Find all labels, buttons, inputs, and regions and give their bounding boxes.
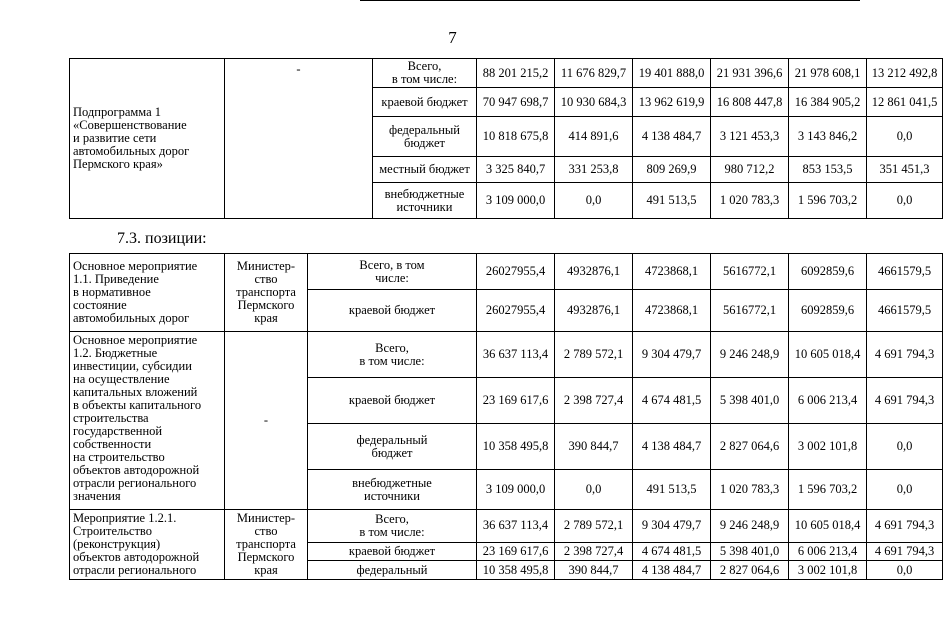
amount-cell: 13 962 619,9	[633, 88, 711, 117]
amount-cell: 6092859,6	[789, 290, 867, 332]
amount-cell: 390 844,7	[555, 424, 633, 470]
funding-source: краевой бюджет	[308, 290, 477, 332]
executor: -	[225, 332, 308, 510]
amount-cell: 10 605 018,4	[789, 510, 867, 543]
amount-cell: 4661579,5	[867, 254, 943, 290]
amount-cell: 36 637 113,4	[477, 510, 555, 543]
amount-cell: 5616772,1	[711, 290, 789, 332]
amount-cell: 23 169 617,6	[477, 378, 555, 424]
amount-cell: 10 818 675,8	[477, 117, 555, 157]
amount-cell: 12 861 041,5	[867, 88, 943, 117]
table-row	[70, 59, 943, 88]
amount-cell: 4 138 484,7	[633, 117, 711, 157]
amount-cell: 0,0	[867, 183, 943, 219]
amount-cell: 23 169 617,6	[477, 542, 555, 561]
funding-source: краевой бюджет	[373, 88, 477, 117]
amount-cell: 4 691 794,3	[867, 542, 943, 561]
amount-cell: 10 605 018,4	[789, 332, 867, 378]
amount-cell: 9 246 248,9	[711, 510, 789, 543]
funding-source: Всего, в том числе:	[308, 510, 477, 543]
amount-cell: 6 006 213,4	[789, 378, 867, 424]
amount-cell: 809 269,9	[633, 157, 711, 183]
amount-cell: 4 138 484,7	[633, 561, 711, 580]
amount-cell: 5616772,1	[711, 254, 789, 290]
amount-cell: 9 304 479,7	[633, 332, 711, 378]
funding-source: Всего, в том числе:	[308, 254, 477, 290]
amount-cell: 4932876,1	[555, 290, 633, 332]
amount-cell: 3 109 000,0	[477, 470, 555, 510]
amount-cell: 1 020 783,3	[711, 183, 789, 219]
page-number: 7	[448, 28, 457, 47]
amount-cell: 10 358 495,8	[477, 424, 555, 470]
executor: Министер- ство транспорта Пермского края	[225, 510, 308, 580]
amount-cell: 351 451,3	[867, 157, 943, 183]
amount-cell: 5 398 401,0	[711, 542, 789, 561]
amount-cell: 2 398 727,4	[555, 542, 633, 561]
amount-cell: 13 212 492,8	[867, 59, 943, 88]
amount-cell: 1 020 783,3	[711, 470, 789, 510]
amount-cell: 5 398 401,0	[711, 378, 789, 424]
amount-cell: 26027955,4	[477, 290, 555, 332]
amount-cell: 4 691 794,3	[867, 378, 943, 424]
amount-cell: 36 637 113,4	[477, 332, 555, 378]
amount-cell: 26027955,4	[477, 254, 555, 290]
activity-name: Основное мероприятие 1.1. Приведение в нормативное состояние автомобильных дорог	[70, 254, 225, 332]
amount-cell: 2 398 727,4	[555, 378, 633, 424]
amount-cell: 0,0	[867, 561, 943, 580]
table-row	[70, 254, 943, 290]
amount-cell: 0,0	[867, 470, 943, 510]
amount-cell: 3 325 840,7	[477, 157, 555, 183]
amount-cell: 1 596 703,2	[789, 183, 867, 219]
amount-cell: 980 712,2	[711, 157, 789, 183]
executor: Министер- ство транспорта Пермского края	[225, 254, 308, 332]
amount-cell: 3 121 453,3	[711, 117, 789, 157]
table-row	[70, 332, 943, 378]
amount-cell: 3 002 101,8	[789, 424, 867, 470]
funding-source: федеральный	[308, 561, 477, 580]
amount-cell: 491 513,5	[633, 470, 711, 510]
amount-cell: 4 691 794,3	[867, 510, 943, 543]
amount-cell: 0,0	[555, 470, 633, 510]
amount-cell: 2 789 572,1	[555, 510, 633, 543]
amount-cell: 4932876,1	[555, 254, 633, 290]
amount-cell: 4 674 481,5	[633, 378, 711, 424]
amount-cell: 0,0	[867, 424, 943, 470]
amount-cell: 4661579,5	[867, 290, 943, 332]
funding-source: внебюджетные источники	[373, 183, 477, 219]
amount-cell: 10 358 495,8	[477, 561, 555, 580]
funding-source: местный бюджет	[373, 157, 477, 183]
amount-cell: 0,0	[555, 183, 633, 219]
positions-table	[69, 253, 943, 580]
amount-cell: 491 513,5	[633, 183, 711, 219]
amount-cell: 3 109 000,0	[477, 183, 555, 219]
amount-cell: 0,0	[867, 117, 943, 157]
amount-cell: 19 401 888,0	[633, 59, 711, 88]
amount-cell: 390 844,7	[555, 561, 633, 580]
amount-cell: 6 006 213,4	[789, 542, 867, 561]
amount-cell: 4723868,1	[633, 290, 711, 332]
amount-cell: 11 676 829,7	[555, 59, 633, 88]
amount-cell: 4723868,1	[633, 254, 711, 290]
amount-cell: 10 930 684,3	[555, 88, 633, 117]
amount-cell: 9 246 248,9	[711, 332, 789, 378]
amount-cell: 414 891,6	[555, 117, 633, 157]
amount-cell: 3 002 101,8	[789, 561, 867, 580]
funding-source: Всего, в том числе:	[373, 59, 477, 88]
amount-cell: 2 789 572,1	[555, 332, 633, 378]
table-row	[70, 510, 943, 543]
subprogram-table	[69, 58, 943, 219]
amount-cell: 21 978 608,1	[789, 59, 867, 88]
amount-cell: 2 827 064,6	[711, 561, 789, 580]
funding-source: внебюджетные источники	[308, 470, 477, 510]
amount-cell: 70 947 698,7	[477, 88, 555, 117]
amount-cell: 88 201 215,2	[477, 59, 555, 88]
program-name: Подпрограмма 1 «Совершенствование и развитие сети автомобильных дорог Пермского края»	[70, 59, 225, 219]
amount-cell: 3 143 846,2	[789, 117, 867, 157]
amount-cell: 16 808 447,8	[711, 88, 789, 117]
amount-cell: 6092859,6	[789, 254, 867, 290]
amount-cell: 853 153,5	[789, 157, 867, 183]
amount-cell: 4 674 481,5	[633, 542, 711, 561]
executor: -	[225, 59, 373, 219]
amount-cell: 16 384 905,2	[789, 88, 867, 117]
activity-name: Основное мероприятие 1.2. Бюджетные инвестиции, субсидии на осуществление капитальных вложений в объекты капитального строительства государственной собственности на строительство объектов автодорожной отрасли регионального значения	[70, 332, 225, 510]
amount-cell: 1 596 703,2	[789, 470, 867, 510]
funding-source: краевой бюджет	[308, 378, 477, 424]
funding-source: краевой бюджет	[308, 542, 477, 561]
amount-cell: 2 827 064,6	[711, 424, 789, 470]
funding-source: федеральный бюджет	[373, 117, 477, 157]
amount-cell: 9 304 479,7	[633, 510, 711, 543]
section-label: 7.3. позиции:	[117, 230, 207, 247]
funding-source: Всего, в том числе:	[308, 332, 477, 378]
top-rule	[360, 0, 860, 1]
amount-cell: 21 931 396,6	[711, 59, 789, 88]
amount-cell: 331 253,8	[555, 157, 633, 183]
funding-source: федеральный бюджет	[308, 424, 477, 470]
activity-name: Мероприятие 1.2.1. Строительство (реконструкция) объектов автодорожной отрасли регионального	[70, 510, 225, 580]
amount-cell: 4 691 794,3	[867, 332, 943, 378]
amount-cell: 4 138 484,7	[633, 424, 711, 470]
